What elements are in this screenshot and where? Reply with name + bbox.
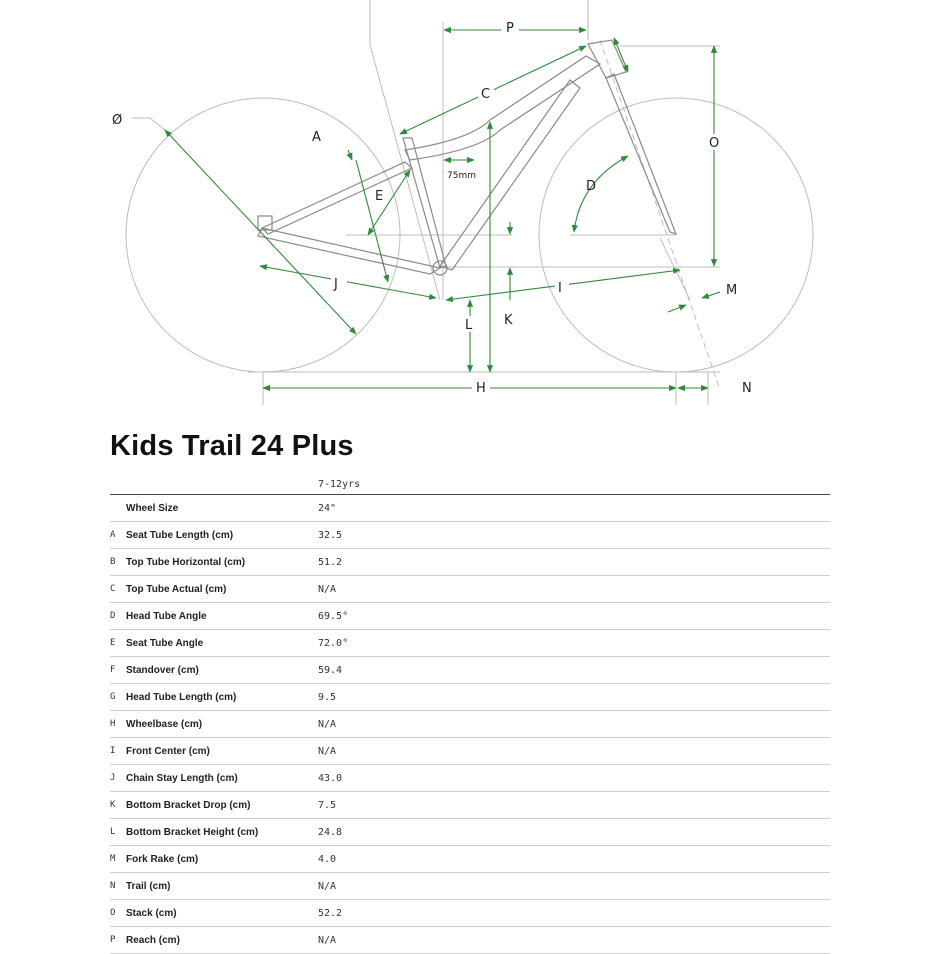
label-d: D <box>586 179 597 194</box>
row-value: 9.5 <box>318 684 830 711</box>
dim-wheel <box>165 130 356 334</box>
row-key: M <box>110 846 126 873</box>
row-value: N/A <box>318 711 830 738</box>
row-key: F <box>110 657 126 684</box>
guide-lines <box>132 0 720 405</box>
geometry-diagram <box>0 0 940 410</box>
row-key: J <box>110 765 126 792</box>
table-row <box>110 495 830 522</box>
dim-m-left <box>668 305 686 312</box>
row-value: 7.5 <box>318 792 830 819</box>
geometry-table <box>110 474 830 954</box>
row-name: Reach (cm) <box>126 927 318 954</box>
table-row <box>110 711 830 738</box>
row-name: Wheelbase (cm) <box>126 711 318 738</box>
table-row <box>110 873 830 900</box>
table-header-row <box>110 474 830 495</box>
row-name: Top Tube Horizontal (cm) <box>126 549 318 576</box>
label-j: J <box>334 277 338 292</box>
row-key <box>110 495 126 522</box>
row-value: N/A <box>318 927 830 954</box>
row-value: 51.2 <box>318 549 830 576</box>
table-row <box>110 792 830 819</box>
row-key: G <box>110 684 126 711</box>
row-value: 72.0° <box>318 630 830 657</box>
row-name: Stack (cm) <box>126 900 318 927</box>
table-row <box>110 522 830 549</box>
row-name: Head Tube Length (cm) <box>126 684 318 711</box>
row-name: Bottom Bracket Height (cm) <box>126 819 318 846</box>
dim-m-right <box>702 292 720 298</box>
row-name: Top Tube Actual (cm) <box>126 576 318 603</box>
label-c: C <box>481 87 491 102</box>
label-a: A <box>312 130 321 145</box>
table-row <box>110 765 830 792</box>
row-name: Front Center (cm) <box>126 738 318 765</box>
row-name: Head Tube Angle <box>126 603 318 630</box>
row-key: P <box>110 927 126 954</box>
row-key: B <box>110 549 126 576</box>
row-value: N/A <box>318 576 830 603</box>
dim-j <box>260 266 436 298</box>
row-key: C <box>110 576 126 603</box>
row-key: K <box>110 792 126 819</box>
table-row <box>110 549 830 576</box>
table-row <box>110 630 830 657</box>
label-k: K <box>504 313 513 328</box>
label-e: E <box>375 189 384 204</box>
dim-j-alt <box>356 160 388 282</box>
table-row <box>110 846 830 873</box>
label-l: L <box>465 318 473 333</box>
label-o: O <box>709 136 720 151</box>
row-value: 52.2 <box>318 900 830 927</box>
table-row <box>110 684 830 711</box>
table-row <box>110 900 830 927</box>
row-value: 69.5° <box>318 603 830 630</box>
label-h: H <box>476 381 486 396</box>
row-key: I <box>110 738 126 765</box>
row-value: 24" <box>318 495 830 522</box>
label-m: M <box>726 283 738 298</box>
row-value: 24.8 <box>318 819 830 846</box>
dim-a <box>348 150 352 160</box>
table-row <box>110 819 830 846</box>
row-value: 59.4 <box>318 657 830 684</box>
row-name: Wheel Size <box>126 495 318 522</box>
table-row <box>110 927 830 954</box>
row-name: Standover (cm) <box>126 657 318 684</box>
bike-frame <box>258 40 676 275</box>
row-key: E <box>110 630 126 657</box>
label-p: P <box>506 21 514 36</box>
row-name: Bottom Bracket Drop (cm) <box>126 792 318 819</box>
label-i: I <box>558 281 562 296</box>
row-value: N/A <box>318 873 830 900</box>
row-value: 32.5 <box>318 522 830 549</box>
row-value: N/A <box>318 738 830 765</box>
table-row <box>110 738 830 765</box>
row-value: 43.0 <box>318 765 830 792</box>
row-name: Chain Stay Length (cm) <box>126 765 318 792</box>
row-key: H <box>110 711 126 738</box>
table-row <box>110 576 830 603</box>
dim-d-arc <box>574 156 628 232</box>
row-name: Seat Tube Angle <box>126 630 318 657</box>
row-name: Fork Rake (cm) <box>126 846 318 873</box>
label-n: N <box>742 381 752 396</box>
row-key: N <box>110 873 126 900</box>
dim-g <box>614 38 628 72</box>
page-title: Kids Trail 24 Plus <box>110 430 354 462</box>
table-row <box>110 657 830 684</box>
table-row <box>110 603 830 630</box>
row-key: L <box>110 819 126 846</box>
size-header: 7-12yrs <box>318 474 830 495</box>
row-name: Trail (cm) <box>126 873 318 900</box>
row-value: 4.0 <box>318 846 830 873</box>
row-key: O <box>110 900 126 927</box>
row-key: D <box>110 603 126 630</box>
label-offset: 75mm <box>447 171 476 181</box>
row-key: A <box>110 522 126 549</box>
row-name: Seat Tube Length (cm) <box>126 522 318 549</box>
label-wheel-diameter: Ø <box>112 113 123 128</box>
